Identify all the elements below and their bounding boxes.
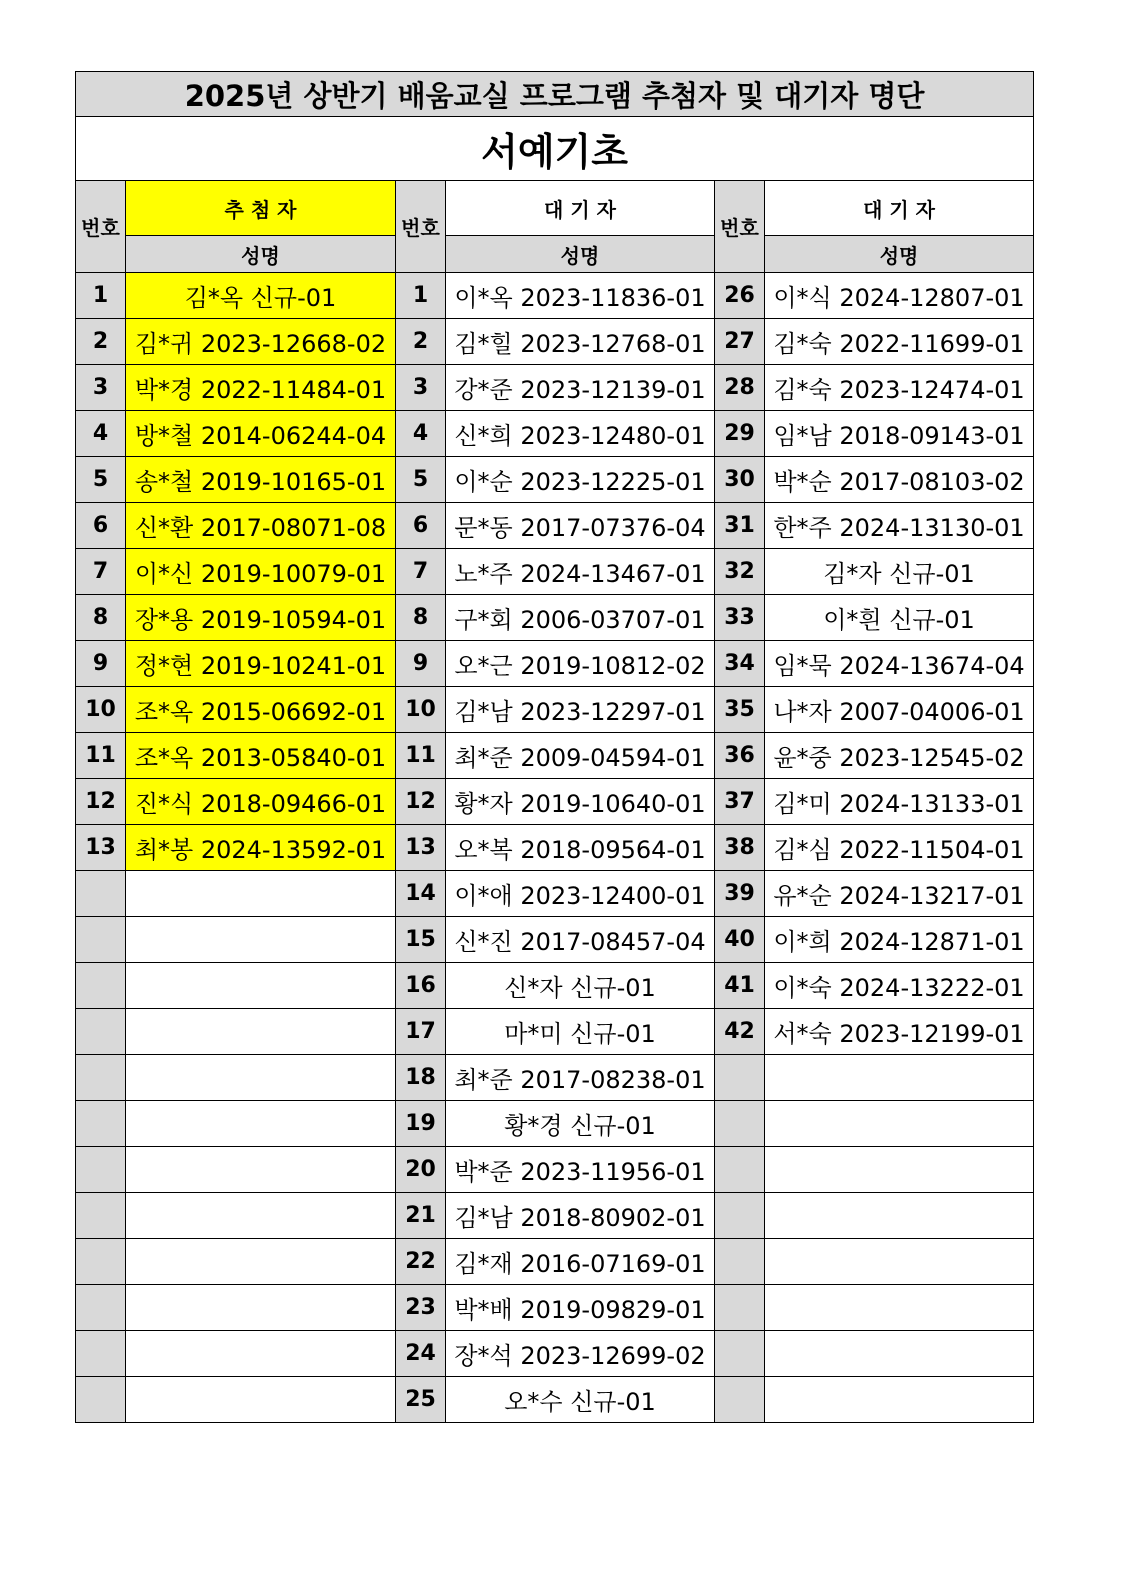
selected-name: 이*신 2019-10079-01	[126, 549, 396, 595]
selected-number	[76, 917, 126, 963]
waitlist-b-name	[765, 1239, 1034, 1285]
waitlist-b-number: 41	[715, 963, 765, 1009]
waitlist-b-name: 한*주 2024-13130-01	[765, 503, 1034, 549]
waitlist-a-number: 9	[396, 641, 446, 687]
selected-name: 장*용 2019-10594-01	[126, 595, 396, 641]
table-row	[76, 779, 1034, 825]
table-row	[76, 1009, 1034, 1055]
waitlist-b-number: 37	[715, 779, 765, 825]
table-row	[76, 825, 1034, 871]
waitlist-a-number: 21	[396, 1193, 446, 1239]
roster-table	[75, 71, 1034, 1423]
selected-name	[126, 963, 396, 1009]
waitlist-b-name: 이*희 2024-12871-01	[765, 917, 1034, 963]
waitlist-a-number: 19	[396, 1101, 446, 1147]
selected-name: 진*식 2018-09466-01	[126, 779, 396, 825]
waitlist-b-number: 32	[715, 549, 765, 595]
waitlist-a-name: 황*경 신규-01	[446, 1101, 715, 1147]
selected-number: 13	[76, 825, 126, 871]
waitlist-b-number: 31	[715, 503, 765, 549]
waitlist-b-name: 윤*중 2023-12545-02	[765, 733, 1034, 779]
selected-number: 10	[76, 687, 126, 733]
waitlist-b-name: 이*흰 신규-01	[765, 595, 1034, 641]
waitlist-b-name	[765, 1331, 1034, 1377]
selected-name: 박*경 2022-11484-01	[126, 365, 396, 411]
table-row	[76, 1331, 1034, 1377]
selected-number	[76, 1331, 126, 1377]
selected-name: 방*철 2014-06244-04	[126, 411, 396, 457]
selected-name	[126, 917, 396, 963]
waitlist-a-number: 4	[396, 411, 446, 457]
waitlist-b-number: 38	[715, 825, 765, 871]
selected-name	[126, 871, 396, 917]
header-number-selected: 번호	[76, 181, 126, 273]
waitlist-b-number: 42	[715, 1009, 765, 1055]
waitlist-a-number: 8	[396, 595, 446, 641]
selected-number: 9	[76, 641, 126, 687]
waitlist-b-name	[765, 1147, 1034, 1193]
table-row	[76, 1193, 1034, 1239]
waitlist-b-name	[765, 1055, 1034, 1101]
table-row	[76, 411, 1034, 457]
waitlist-a-number: 3	[396, 365, 446, 411]
roster-body	[76, 273, 1034, 1423]
waitlist-a-number: 11	[396, 733, 446, 779]
waitlist-b-number	[715, 1055, 765, 1101]
waitlist-b-number: 34	[715, 641, 765, 687]
waitlist-b-name: 이*식 2024-12807-01	[765, 273, 1034, 319]
waitlist-a-number: 15	[396, 917, 446, 963]
waitlist-a-name: 김*힐 2023-12768-01	[446, 319, 715, 365]
waitlist-a-name: 김*남 2018-80902-01	[446, 1193, 715, 1239]
header-waitlist-a: 대 기 자	[446, 181, 715, 236]
waitlist-b-number: 35	[715, 687, 765, 733]
selected-number: 1	[76, 273, 126, 319]
selected-number	[76, 1239, 126, 1285]
selected-name	[126, 1239, 396, 1285]
waitlist-a-name: 최*준 2017-08238-01	[446, 1055, 715, 1101]
selected-number	[76, 963, 126, 1009]
waitlist-a-number: 22	[396, 1239, 446, 1285]
table-row	[76, 457, 1034, 503]
selected-name: 김*옥 신규-01	[126, 273, 396, 319]
waitlist-b-name: 김*숙 2022-11699-01	[765, 319, 1034, 365]
waitlist-b-number: 26	[715, 273, 765, 319]
waitlist-a-name: 박*준 2023-11956-01	[446, 1147, 715, 1193]
waitlist-a-name: 장*석 2023-12699-02	[446, 1331, 715, 1377]
waitlist-a-name: 최*준 2009-04594-01	[446, 733, 715, 779]
selected-name	[126, 1285, 396, 1331]
waitlist-a-number: 1	[396, 273, 446, 319]
selected-name: 조*옥 2013-05840-01	[126, 733, 396, 779]
waitlist-a-number: 23	[396, 1285, 446, 1331]
waitlist-b-number	[715, 1239, 765, 1285]
waitlist-b-name: 김*미 2024-13133-01	[765, 779, 1034, 825]
page-title: 2025년 상반기 배움교실 프로그램 추첨자 및 대기자 명단	[76, 72, 1034, 117]
selected-number: 3	[76, 365, 126, 411]
waitlist-b-name	[765, 1101, 1034, 1147]
waitlist-b-number	[715, 1147, 765, 1193]
table-row	[76, 319, 1034, 365]
waitlist-a-number: 7	[396, 549, 446, 595]
waitlist-a-number: 6	[396, 503, 446, 549]
waitlist-a-name: 오*수 신규-01	[446, 1377, 715, 1423]
waitlist-a-number: 24	[396, 1331, 446, 1377]
table-row	[76, 1101, 1034, 1147]
selected-name	[126, 1101, 396, 1147]
selected-number	[76, 1377, 126, 1423]
waitlist-a-name: 이*순 2023-12225-01	[446, 457, 715, 503]
header-name-selected: 성명	[126, 236, 396, 273]
waitlist-a-name: 구*회 2006-03707-01	[446, 595, 715, 641]
table-row	[76, 733, 1034, 779]
selected-name: 최*봉 2024-13592-01	[126, 825, 396, 871]
waitlist-a-name: 김*재 2016-07169-01	[446, 1239, 715, 1285]
table-row	[76, 1239, 1034, 1285]
waitlist-b-number	[715, 1285, 765, 1331]
header-name-waitlist-a: 성명	[446, 236, 715, 273]
waitlist-a-number: 13	[396, 825, 446, 871]
selected-number	[76, 1055, 126, 1101]
waitlist-b-name	[765, 1377, 1034, 1423]
selected-name: 송*철 2019-10165-01	[126, 457, 396, 503]
waitlist-a-name: 이*애 2023-12400-01	[446, 871, 715, 917]
waitlist-b-number	[715, 1101, 765, 1147]
table-row	[76, 871, 1034, 917]
waitlist-a-number: 10	[396, 687, 446, 733]
table-row	[76, 1377, 1034, 1423]
header-waitlist-b: 대 기 자	[765, 181, 1034, 236]
waitlist-b-name	[765, 1193, 1034, 1239]
waitlist-a-name: 노*주 2024-13467-01	[446, 549, 715, 595]
waitlist-b-number: 33	[715, 595, 765, 641]
selected-number: 2	[76, 319, 126, 365]
waitlist-a-name: 문*동 2017-07376-04	[446, 503, 715, 549]
waitlist-b-name: 임*남 2018-09143-01	[765, 411, 1034, 457]
selected-name: 조*옥 2015-06692-01	[126, 687, 396, 733]
waitlist-b-name: 김*심 2022-11504-01	[765, 825, 1034, 871]
header-number-waitlist-a: 번호	[396, 181, 446, 273]
waitlist-a-number: 12	[396, 779, 446, 825]
waitlist-b-number: 29	[715, 411, 765, 457]
waitlist-b-name: 임*묵 2024-13674-04	[765, 641, 1034, 687]
selected-number: 4	[76, 411, 126, 457]
waitlist-a-number: 5	[396, 457, 446, 503]
waitlist-b-number	[715, 1377, 765, 1423]
selected-number	[76, 871, 126, 917]
waitlist-a-name: 김*남 2023-12297-01	[446, 687, 715, 733]
selected-number: 8	[76, 595, 126, 641]
waitlist-b-number: 40	[715, 917, 765, 963]
waitlist-a-name: 강*준 2023-12139-01	[446, 365, 715, 411]
table-row	[76, 503, 1034, 549]
table-row	[76, 1147, 1034, 1193]
header-name-waitlist-b: 성명	[765, 236, 1034, 273]
waitlist-b-number: 27	[715, 319, 765, 365]
waitlist-a-name: 마*미 신규-01	[446, 1009, 715, 1055]
selected-name	[126, 1331, 396, 1377]
waitlist-b-number	[715, 1331, 765, 1377]
waitlist-b-name: 유*순 2024-13217-01	[765, 871, 1034, 917]
waitlist-b-name: 서*숙 2023-12199-01	[765, 1009, 1034, 1055]
waitlist-a-name: 신*자 신규-01	[446, 963, 715, 1009]
table-row	[76, 273, 1034, 319]
selected-number: 6	[76, 503, 126, 549]
program-name: 서예기초	[76, 117, 1034, 181]
selected-name: 정*현 2019-10241-01	[126, 641, 396, 687]
waitlist-a-name: 신*진 2017-08457-04	[446, 917, 715, 963]
waitlist-b-name: 이*숙 2024-13222-01	[765, 963, 1034, 1009]
waitlist-a-name: 박*배 2019-09829-01	[446, 1285, 715, 1331]
waitlist-b-number: 36	[715, 733, 765, 779]
waitlist-b-number: 30	[715, 457, 765, 503]
header-number-waitlist-b: 번호	[715, 181, 765, 273]
waitlist-a-name: 이*옥 2023-11836-01	[446, 273, 715, 319]
waitlist-a-number: 2	[396, 319, 446, 365]
table-row	[76, 963, 1034, 1009]
waitlist-a-number: 17	[396, 1009, 446, 1055]
table-row	[76, 917, 1034, 963]
table-row	[76, 549, 1034, 595]
waitlist-b-name: 김*숙 2023-12474-01	[765, 365, 1034, 411]
waitlist-b-name: 박*순 2017-08103-02	[765, 457, 1034, 503]
table-row	[76, 687, 1034, 733]
waitlist-a-number: 20	[396, 1147, 446, 1193]
waitlist-a-name: 신*희 2023-12480-01	[446, 411, 715, 457]
selected-name: 신*환 2017-08071-08	[126, 503, 396, 549]
selected-name	[126, 1377, 396, 1423]
waitlist-a-name: 황*자 2019-10640-01	[446, 779, 715, 825]
waitlist-a-number: 16	[396, 963, 446, 1009]
table-row	[76, 1055, 1034, 1101]
selected-number: 12	[76, 779, 126, 825]
header-selected: 추 첨 자	[126, 181, 396, 236]
waitlist-b-name	[765, 1285, 1034, 1331]
table-row	[76, 1285, 1034, 1331]
waitlist-a-number: 25	[396, 1377, 446, 1423]
selected-number: 5	[76, 457, 126, 503]
waitlist-b-name: 나*자 2007-04006-01	[765, 687, 1034, 733]
selected-name	[126, 1147, 396, 1193]
selected-number	[76, 1147, 126, 1193]
selected-name	[126, 1193, 396, 1239]
waitlist-a-number: 18	[396, 1055, 446, 1101]
waitlist-b-number: 39	[715, 871, 765, 917]
selected-number: 11	[76, 733, 126, 779]
selected-name	[126, 1009, 396, 1055]
waitlist-b-number: 28	[715, 365, 765, 411]
selected-number	[76, 1285, 126, 1331]
selected-number	[76, 1193, 126, 1239]
table-row	[76, 641, 1034, 687]
waitlist-b-name: 김*자 신규-01	[765, 549, 1034, 595]
table-row	[76, 365, 1034, 411]
selected-name: 김*귀 2023-12668-02	[126, 319, 396, 365]
selected-number: 7	[76, 549, 126, 595]
waitlist-b-number	[715, 1193, 765, 1239]
waitlist-a-name: 오*근 2019-10812-02	[446, 641, 715, 687]
table-row	[76, 595, 1034, 641]
waitlist-a-number: 14	[396, 871, 446, 917]
selected-number	[76, 1101, 126, 1147]
selected-number	[76, 1009, 126, 1055]
waitlist-a-name: 오*복 2018-09564-01	[446, 825, 715, 871]
selected-name	[126, 1055, 396, 1101]
